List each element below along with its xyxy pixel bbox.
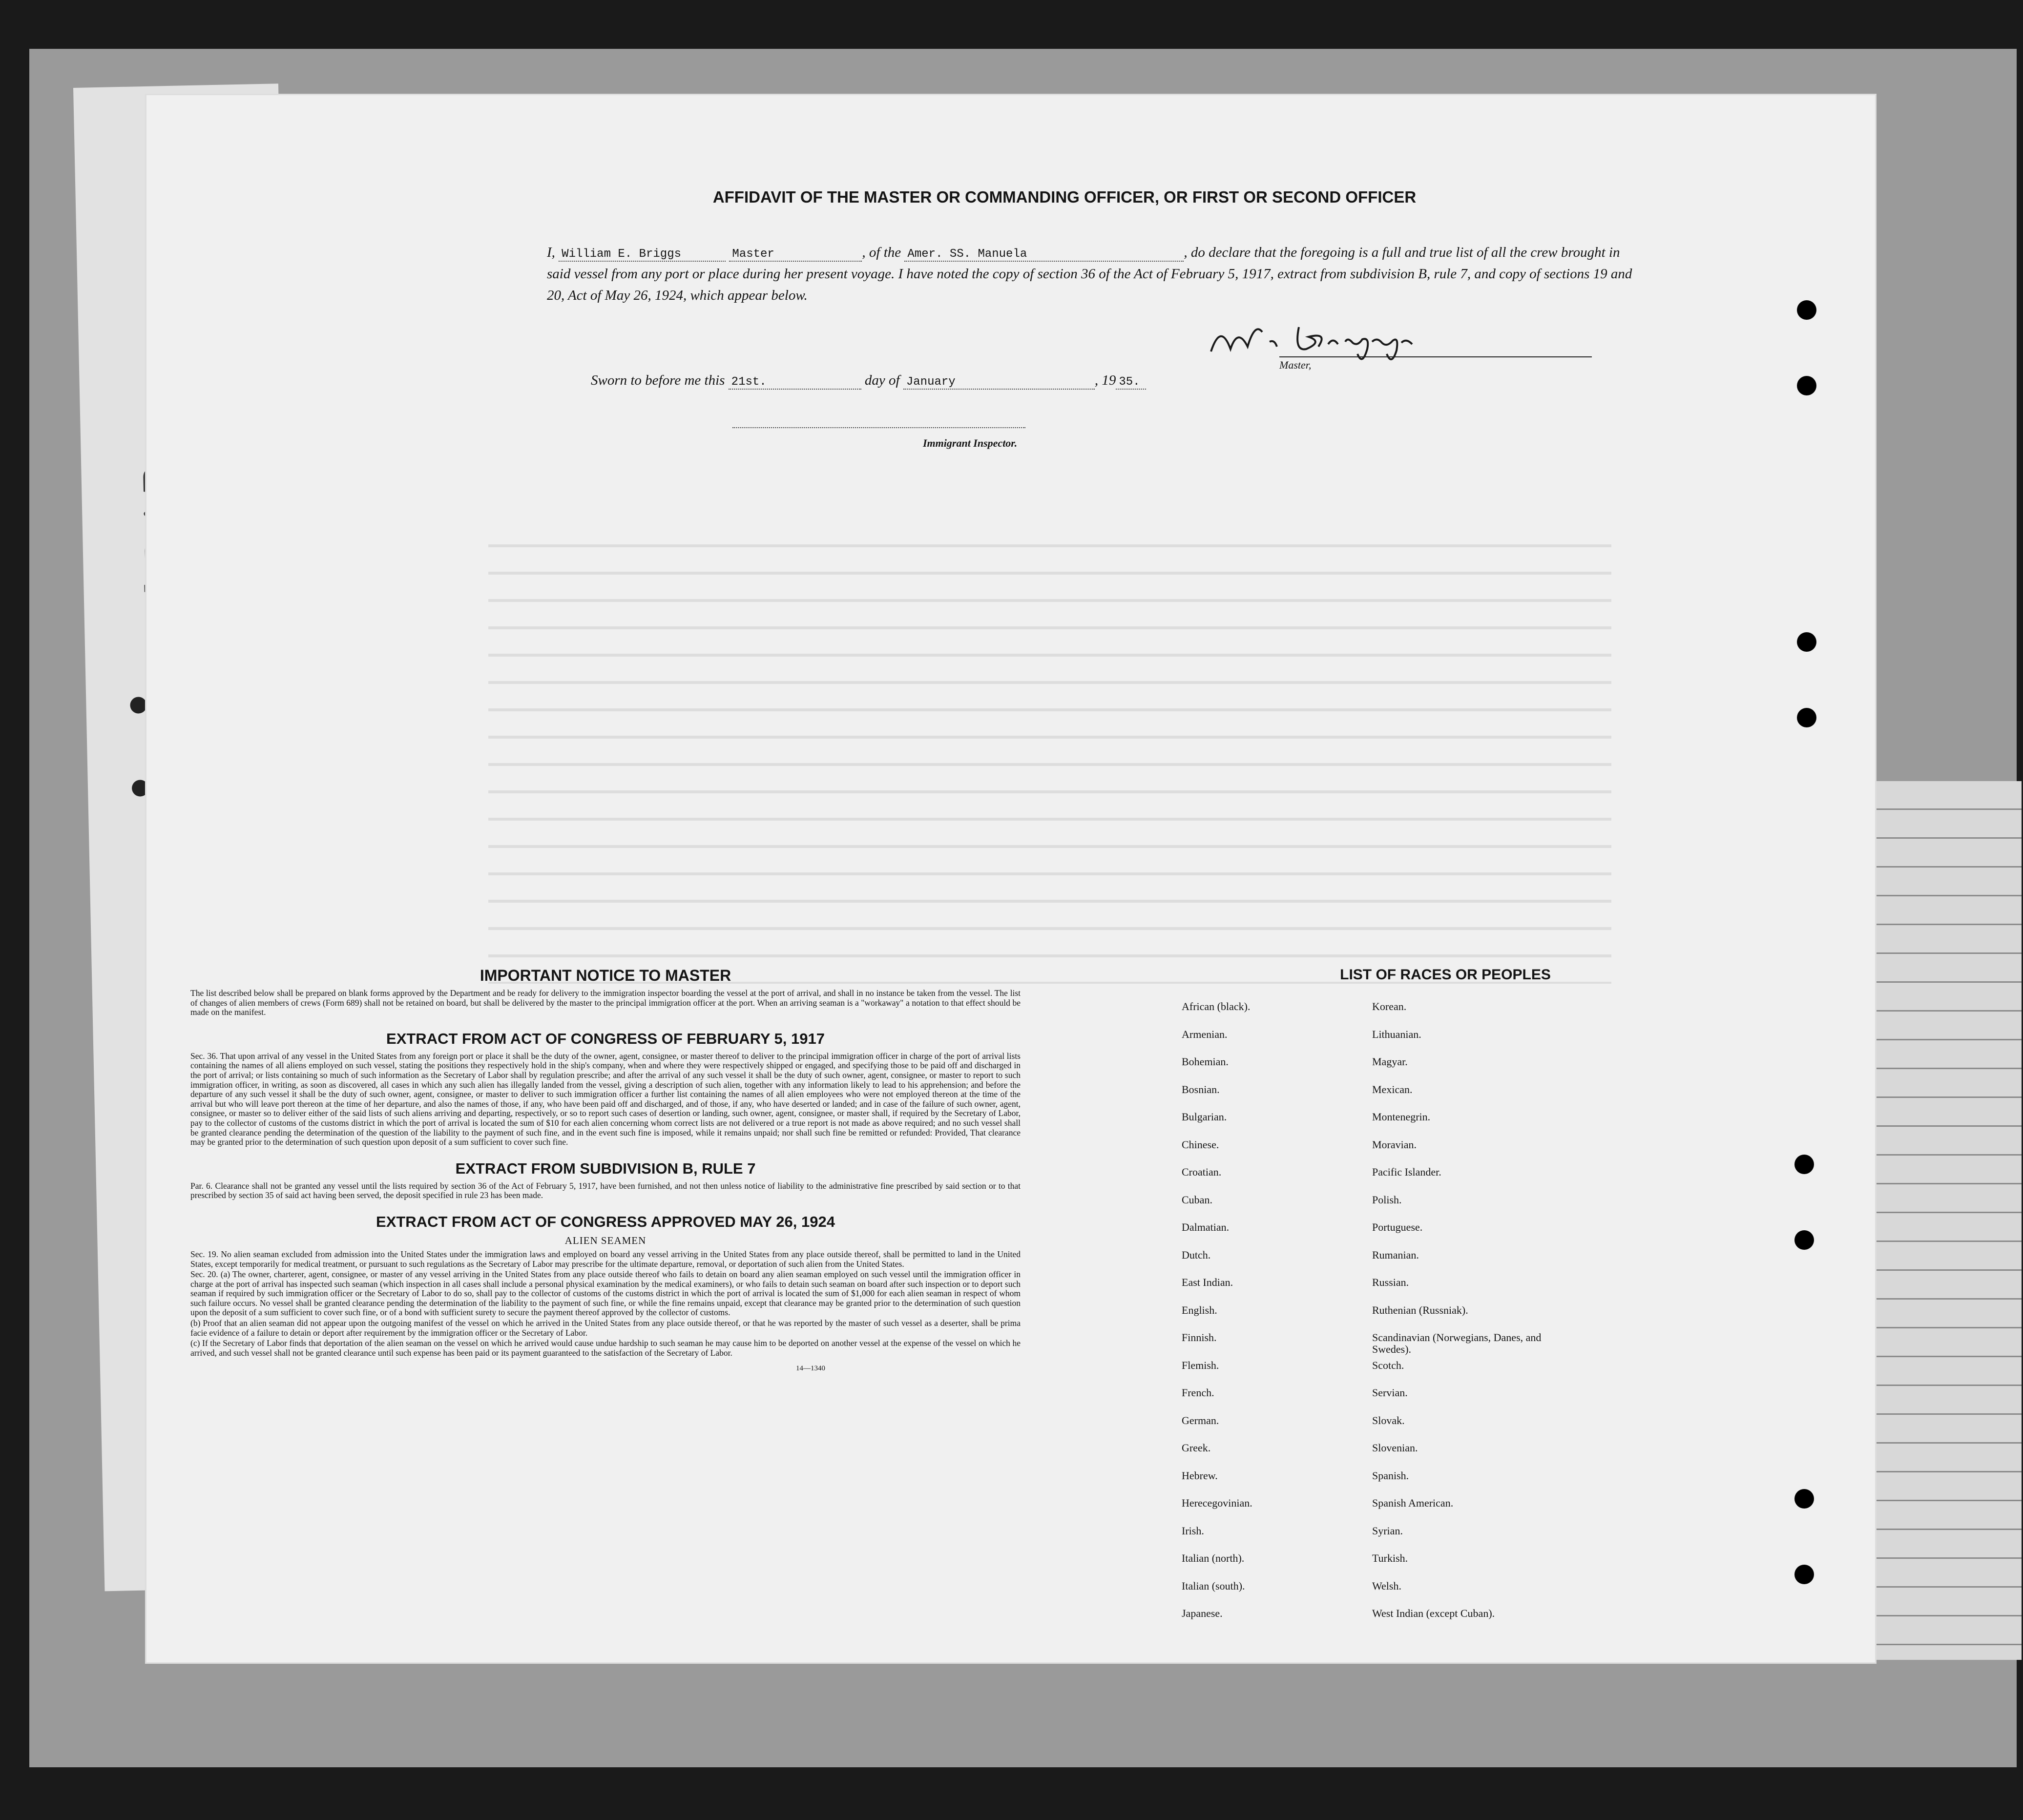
race-entry: Welsh. — [1372, 1579, 1401, 1592]
race-entry: Turkish. — [1372, 1552, 1408, 1564]
race-entry: Croatian. — [1182, 1166, 1222, 1178]
race-entry: Pacific Islander. — [1372, 1166, 1441, 1178]
race-entry: Finnish. — [1182, 1331, 1217, 1344]
sec20c-body: (c) If the Secretary of Labor finds that deportation of the alien seaman on the vessel on which he arrived would cause undue hardship to such seaman he may cause him to be deported on another vessel at the expense of the vessel on which he arrived, and such vessel shall not be granted clearance until such expense has been paid or its payment guaranteed to the satisfaction of the Secretary of Labor. — [190, 1338, 1021, 1358]
day-of-label: day of — [864, 372, 900, 388]
races-title: LIST OF RACES OR PEOPLES — [1340, 967, 1551, 983]
race-entry: East Indian. — [1182, 1276, 1233, 1288]
extract-1924-title: EXTRACT FROM ACT OF CONGRESS APPROVED MAY 26, 1924 — [376, 1213, 835, 1230]
notice-body: The list described below shall be prepared on blank forms approved by the Department and be ready for delivery to the immigration inspector boarding the vessel at the port of arrival, and shall in no instance be taken from the vessel. The list of changes of alien members of crews (Form 689) shall not be retained on board, but shall be delivered by the master to the principal immigration officer at the port. When an arriving seaman is a "workaway" a notation to that effect should be made on the manifest. — [190, 988, 1021, 1017]
race-entry: English. — [1182, 1303, 1217, 1316]
race-entry: Montenegrin. — [1372, 1111, 1431, 1123]
race-entry: Scotch. — [1372, 1359, 1404, 1371]
race-entry: Chinese. — [1182, 1138, 1219, 1151]
race-entry: Mexican. — [1372, 1083, 1413, 1096]
race-entry: Russian. — [1372, 1276, 1409, 1288]
race-entry: Dutch. — [1182, 1248, 1211, 1261]
race-entry: Polish. — [1372, 1193, 1402, 1206]
notice-title: IMPORTANT NOTICE TO MASTER — [480, 967, 731, 984]
inspector-signature-line — [732, 427, 1025, 428]
sworn-day-field: 21st. — [729, 375, 861, 390]
race-entry: Scandinavian (Norwegians, Danes, and Swedes). — [1372, 1331, 1542, 1355]
race-entry: African (black). — [1182, 1000, 1251, 1013]
signature-line — [1279, 356, 1592, 357]
affidavit-i-label: I, — [547, 245, 555, 260]
punch-hole — [1794, 1565, 1814, 1584]
race-entry: Greek. — [1182, 1442, 1211, 1454]
race-entry: Slovak. — [1372, 1414, 1405, 1427]
race-entry: West Indian (except Cuban). — [1372, 1607, 1495, 1619]
race-entry: Irish. — [1182, 1524, 1204, 1537]
race-entry: Flemish. — [1182, 1359, 1219, 1371]
race-entry: Italian (south). — [1182, 1579, 1245, 1592]
sworn-label: Sworn to before me this — [591, 372, 725, 388]
bleed-through-text — [488, 544, 1611, 984]
sworn-statement — [591, 372, 1470, 390]
affidavit-statement — [547, 242, 1646, 306]
vessel-name-field: Amer. SS. Manuela — [904, 248, 1184, 262]
race-entry: German. — [1182, 1414, 1219, 1427]
race-entry: Herecegovinian. — [1182, 1497, 1252, 1509]
extract-1917-title: EXTRACT FROM ACT OF CONGRESS OF FEBRUARY 5, 1917 — [386, 1030, 825, 1047]
punch-hole — [1797, 708, 1816, 727]
of-the-label: , of the — [862, 245, 901, 260]
affidavit-title: AFFIDAVIT OF THE MASTER OR COMMANDING OFFICER, OR FIRST OR SECOND OFFICER — [712, 188, 1417, 206]
sec19-body: Sec. 19. No alien seaman excluded from admission into the United States under the immigration laws and employed on board any vessel arriving in the United States from any place outside thereof, shall be permitted to land in the United States, except temporarily for medical treatment, or pursuant to such regulations as the Secretary of Labor may prescribe for the ultimate departure, removal, or deportation of such alien from the United States. — [190, 1249, 1021, 1269]
sec20b-body: (b) Proof that an alien seaman did not appear upon the outgoing manifest of the vessel on which he arrived in the United States from any place outside thereof, or that he was reported by the master of such vessel as a deserter, shall be prima facie evidence of a failure to detain or deport after requirement by the immigration officer or the Secretary of Labor. — [190, 1318, 1021, 1338]
master-signature — [1201, 312, 1543, 371]
race-entry: Spanish American. — [1372, 1497, 1454, 1509]
rule7-title: EXTRACT FROM SUBDIVISION B, RULE 7 — [455, 1159, 756, 1177]
race-entry: Cuban. — [1182, 1193, 1212, 1206]
inspector-label: Immigrant Inspector. — [923, 437, 1018, 449]
do-declare-label: , do declare — [1184, 245, 1251, 260]
punch-hole — [1797, 376, 1816, 395]
punch-hole — [1797, 632, 1816, 652]
race-entry: Syrian. — [1372, 1524, 1403, 1537]
race-entry: Japanese. — [1182, 1607, 1223, 1619]
affidavit-text: that the foregoing is a full and true list of all the crew brought in said vessel from any port or place during her present voyage. I have noted the copy of section 36 of the Act of February 5, 1917, extract from subdivision B, rule 7, and copy of sections 19 and 20, Act of May 26, 1924, which appear below. — [547, 245, 1632, 303]
alien-seamen-subtitle: ALIEN SEAMEN — [564, 1234, 647, 1246]
race-entry: Bulgarian. — [1182, 1111, 1227, 1123]
race-entry: Magyar. — [1372, 1055, 1408, 1068]
race-entry: Slovenian. — [1372, 1442, 1418, 1454]
race-entry: Lithuanian. — [1372, 1028, 1421, 1040]
race-entry: Bohemian. — [1182, 1055, 1229, 1068]
master-name-field: William E. Briggs — [559, 248, 726, 262]
rule7-body: Par. 6. Clearance shall not be granted any vessel until the lists required by section 36 of the Act of February 5, 1917, have been furnished, and not then unless notice of liability to the administrative fine prescribed by said section or to that prescribed by section 35 of said act having been served, the deposit specified in rule 23 has been made. — [190, 1180, 1021, 1200]
race-entry: Servian. — [1372, 1386, 1408, 1399]
form-number: 14—1340 — [796, 1365, 825, 1373]
signature-caption: Master, — [1279, 359, 1312, 371]
punch-hole — [1794, 1155, 1814, 1174]
races-grid — [1182, 1001, 1621, 1635]
race-entry: Bosnian. — [1182, 1083, 1220, 1096]
extract-1917-body: Sec. 36. That upon arrival of any vessel in the United States from any foreign port or place it shall be the duty of the owner, agent, consignee, or master thereof to deliver to the principal immigration officer in charge of the port of arrival lists containing the names of all aliens employed on such vessel, stating the positions they respectively hold in the ship's company, when and where they were respectively shipped or engaged, and specifying those to be paid off and discharged in the port of arrival; or lists containing so much of such information as the Secretary of Labor shall by regulation prescribe; and after the arrival of any such vessel it shall be the duty of such owner, agent, consignee, or master to report to such immigration officer, in writing, as soon as discovered, all cases in which any such alien has illegally landed from the vessel, giving a description of such alien, together with any information likely to lead to his apprehension; and before the departure of any such vessel it shall be the duty of such owner, agent, consignee, or master to deliver to such immigration officer a further list containing the names of all alien employees who were not employed thereon at the time of the arrival but who will leave port thereon at the time of her departure, and also the names of those, if any, who have been paid off and discharged, and of those, if any, who have deserted or landed; and in case of the failure of such owner, agent, consignee, or master so to deliver either of the said lists of such aliens arriving and departing, respectively, or so to report such cases of desertion or landing, such owner, agent, consignee, or master shall, if required by the Secretary of Labor, pay to the collector of customs of the customs district in which the port of arrival is located the sum of $10 for each alien concerning whom correct lists are not delivered or a true report is not made as above required; and no such vessel shall be granted clearance pending the determination of the question of the liability to the payment of such fine, and in the event such fine is imposed, while it remains unpaid; nor shall such fine be remitted or refunded: Provided, That clearance may be granted prior to the determination of such question upon deposit of a sum sufficient to cover such fine. — [190, 1051, 1021, 1147]
race-entry: Armenian. — [1182, 1028, 1228, 1040]
race-entry: French. — [1182, 1386, 1214, 1399]
sworn-year-field: 35. — [1116, 375, 1146, 390]
race-entry: Ruthenian (Russniak). — [1372, 1303, 1468, 1316]
punch-hole — [130, 697, 147, 714]
sworn-month-field: January — [903, 375, 1095, 390]
year-prefix: , 19 — [1094, 372, 1116, 388]
race-entry: Dalmatian. — [1182, 1221, 1230, 1233]
master-title-field: Master — [729, 248, 862, 262]
sec20a-body: Sec. 20. (a) The owner, charterer, agent, consignee, or master of any vessel arriving in the United States from any place outside thereof who fails to detain on board any alien seaman employed on such vessel until the immigration officer in charge at the port of arrival has inspected such seaman (which inspection in all cases shall include a personal physical examination by the medical examiners), or who fails to detain such seaman on board after such inspection or to deport such seaman if required by such immigration officer or the Secretary of Labor to do so, shall pay to the collector of customs of the customs district in which the port of arrival is located the sum of $1,000 for each alien seaman in respect of whom such failure occurs. No vessel shall be granted clearance pending the determination of the liability to the payment of such fine, or while the fine remains unpaid, except that clearance may be granted prior to the determination of such question upon the deposit of a sum sufficient to cover such fine, or of a bond with sufficient surety to secure the payment thereof approved by the collector of customs. — [190, 1269, 1021, 1318]
race-entry: Italian (north). — [1182, 1552, 1245, 1564]
manifest-page — [146, 95, 1875, 1662]
race-entry: Portuguese. — [1372, 1221, 1423, 1233]
race-entry: Hebrew. — [1182, 1469, 1218, 1482]
race-entry: Moravian. — [1372, 1138, 1417, 1151]
race-entry: Korean. — [1372, 1000, 1407, 1013]
punch-hole — [1794, 1230, 1814, 1250]
notices-column — [190, 967, 1021, 1373]
races-list — [1182, 967, 1621, 1635]
punch-hole — [1794, 1489, 1814, 1509]
race-entry: Spanish. — [1372, 1469, 1409, 1482]
punch-hole — [1797, 300, 1816, 320]
race-entry: Rumanian. — [1372, 1248, 1419, 1261]
